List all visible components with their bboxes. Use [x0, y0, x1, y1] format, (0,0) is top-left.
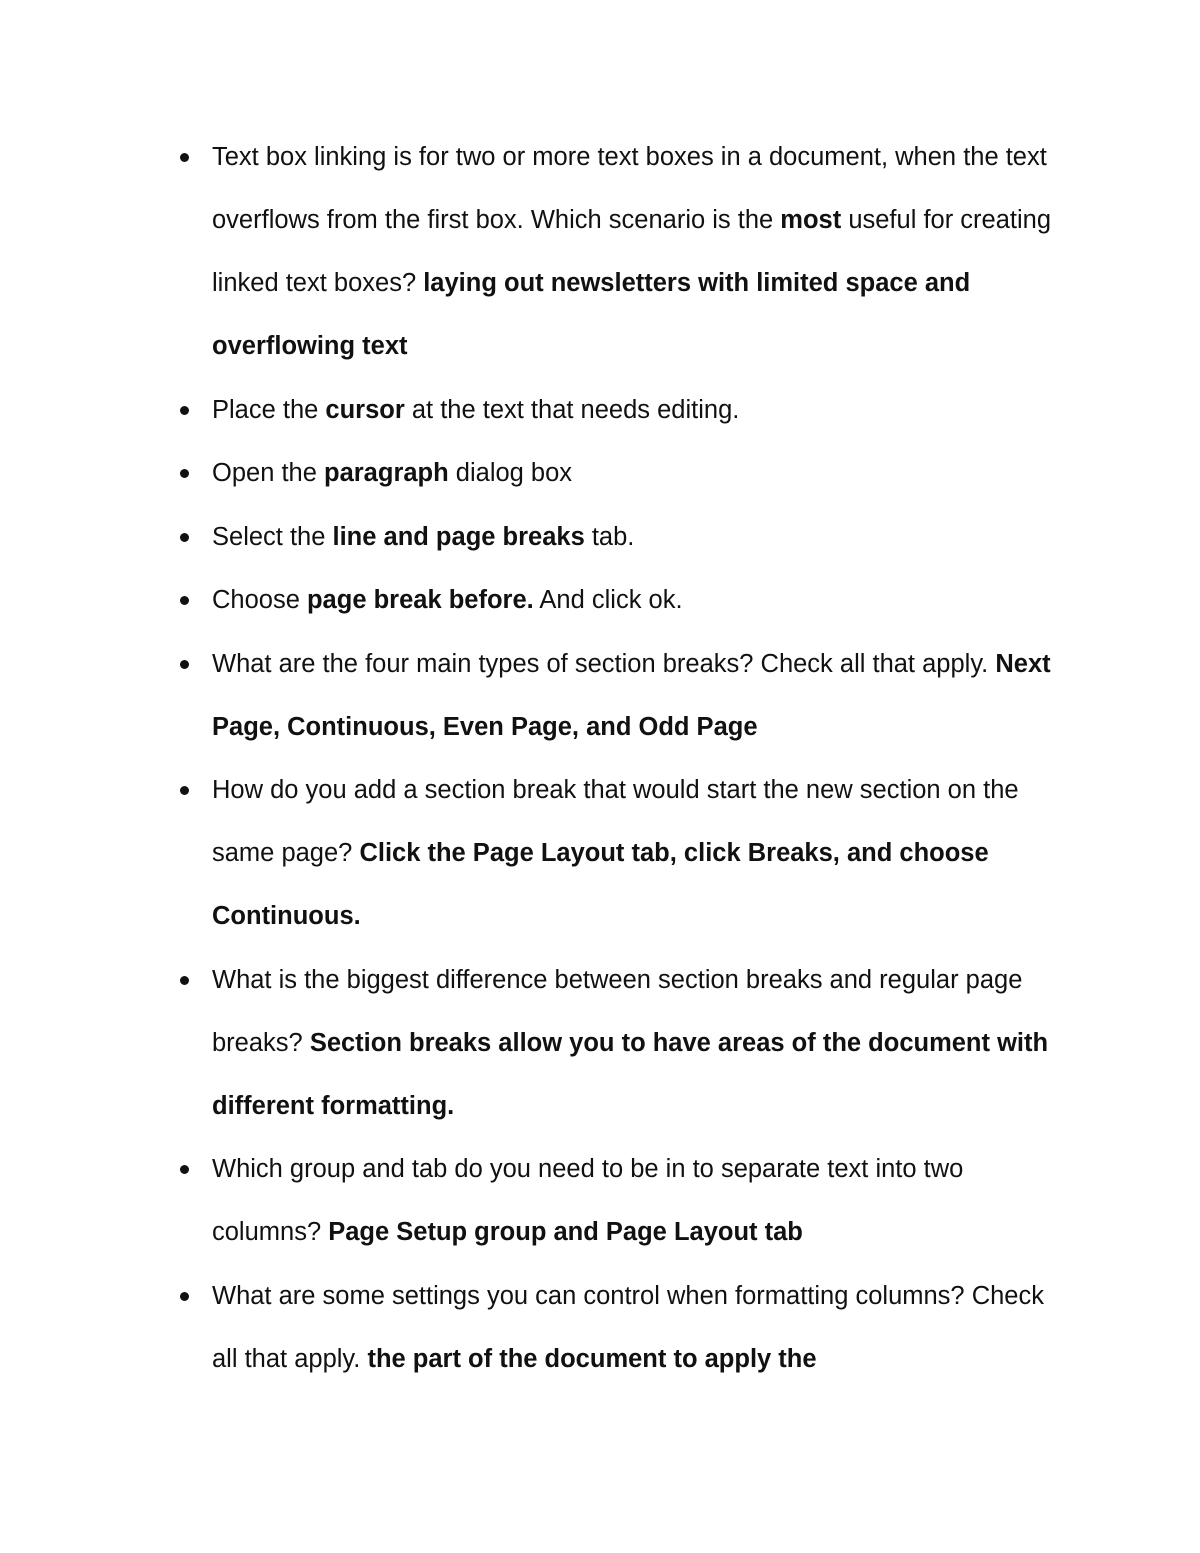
bullet-icon [180, 469, 189, 478]
text-run: Choose [212, 586, 307, 614]
text-run: Text box linking is for two or more text boxes in a document, when the text overflows from the first box. Which scenario is the [212, 143, 1047, 234]
list-item [212, 126, 1072, 378]
text-run: Which group and tab do you need to be in to separate text into two columns? [212, 1155, 964, 1246]
bold-text-run: cursor [325, 395, 405, 424]
list-item [212, 569, 1072, 632]
bold-text-run: line and page breaks [332, 522, 585, 551]
text-run: What is the biggest difference between section breaks and regular page breaks? [212, 965, 1023, 1057]
list-item [212, 442, 1072, 505]
list-item [212, 379, 1072, 442]
bullet-icon [180, 533, 189, 542]
bullet-icon [180, 1292, 189, 1301]
bold-text-run: the part of the document to apply the [367, 1344, 817, 1373]
list-item [212, 949, 1072, 1138]
text-run: Open the [212, 459, 324, 487]
text-run: Place the [212, 395, 326, 424]
text-run: tab. [584, 522, 635, 551]
bullet-icon [180, 1165, 189, 1174]
bold-text-run: laying out newsletters with limited space and overflowing text [212, 269, 971, 360]
bullet-icon [180, 596, 189, 605]
text-run: at the text that needs editing. [404, 395, 740, 424]
bold-text-run: Next Page, Continuous, Even Page, and Odd Page [212, 649, 1051, 741]
text-run: Select the [212, 522, 333, 551]
text-run: How do you add a section break that would start the new section on the same page? [212, 776, 1019, 867]
text-run: dialog box [448, 459, 573, 487]
bold-text-run: page break before. [306, 586, 534, 614]
list-item [212, 759, 1072, 948]
text-run: What are the four main types of section breaks? Check all that apply. [212, 649, 996, 678]
bold-text-run: Page Setup group and Page Layout tab [328, 1218, 803, 1246]
bold-text-run: Section breaks allow you to have areas of the document with different formatting. [212, 1028, 1049, 1120]
bullet-icon [180, 786, 189, 795]
list-item [212, 506, 1072, 569]
bullet-icon [180, 406, 189, 415]
bullet-icon [180, 153, 189, 162]
list-item [212, 1138, 1072, 1264]
bold-text-run: Click the Page Layout tab, click Breaks, and choose Continuous. [212, 839, 989, 930]
text-run: What are some settings you can control when formatting columns? Check all that apply. [212, 1281, 1044, 1373]
bold-text-run: paragraph [324, 459, 449, 487]
text-run: useful for creating linked text boxes? [212, 206, 1052, 297]
list-item [212, 633, 1072, 759]
bullet-icon [180, 660, 189, 669]
bullet-icon [180, 976, 189, 985]
list-item [212, 1265, 1072, 1391]
bold-text-run: most [780, 206, 842, 234]
text-run: And click ok. [533, 586, 683, 614]
bullet-list [212, 126, 1072, 1391]
